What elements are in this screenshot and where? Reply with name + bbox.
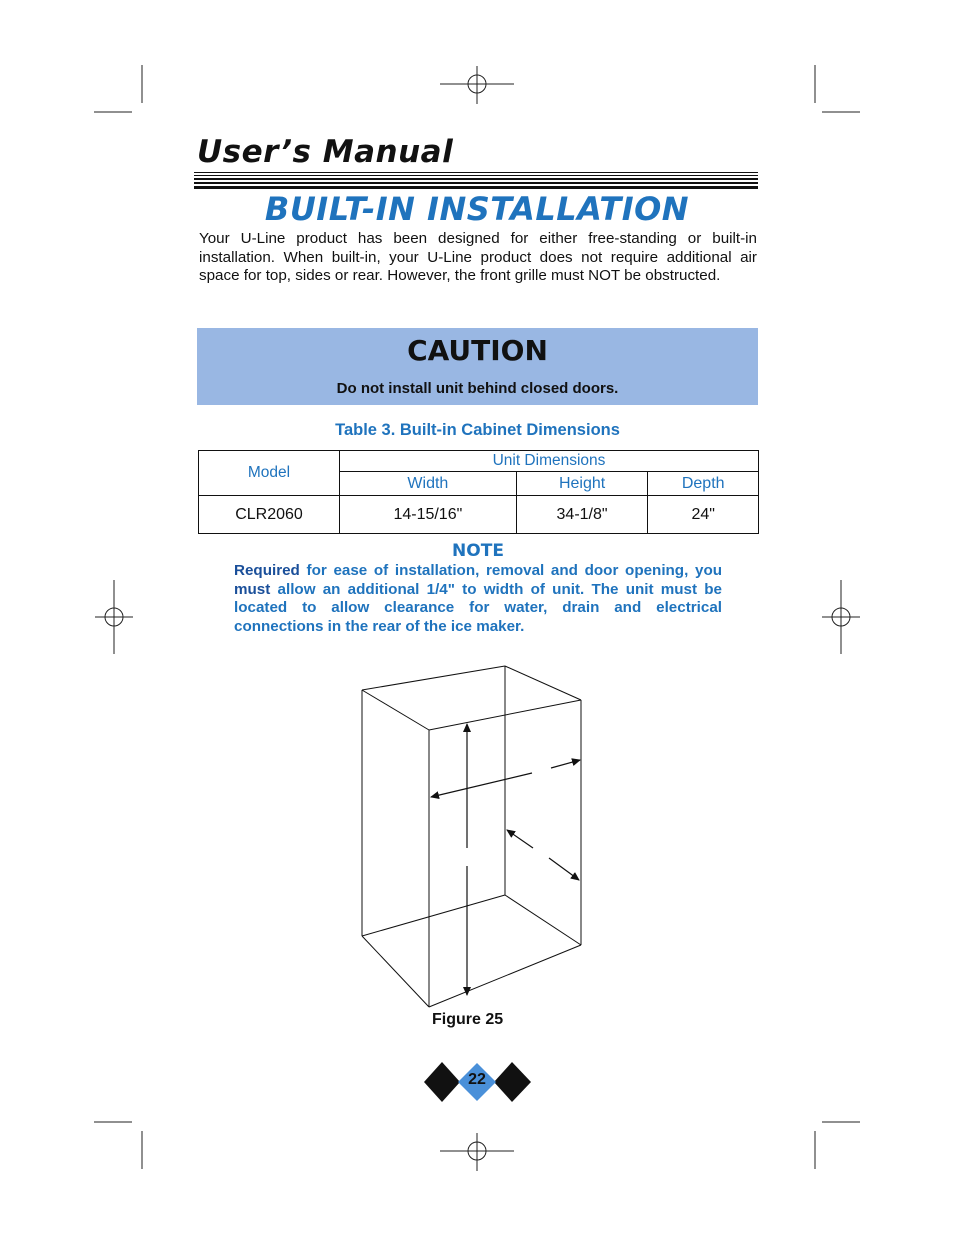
note-text xyxy=(234,562,722,636)
note-must: must xyxy=(234,580,271,598)
cell-height: 34-1/8" xyxy=(516,496,648,534)
intro-paragraph: Your U-Line product has been designed for either free-standing or built-in installation. When built-in, your U-Line product does not require additional air space for top, sides or rear. However, the front grille must NOT be obstructed. xyxy=(199,230,757,285)
caution-box xyxy=(197,328,758,405)
section-title: BUILT-IN INSTALLATION xyxy=(264,190,690,228)
table-row xyxy=(199,496,759,534)
header-depth: Depth xyxy=(648,472,759,496)
note-title: NOTE xyxy=(452,541,504,561)
note-part1: for ease of installation, removal and door opening, you xyxy=(299,562,722,579)
header-height: Height xyxy=(516,472,648,496)
note-part2: allow an additional 1/4" to width of unit. The unit must be located to allow clearance for water, drain and electrical connections in the rear of the ice maker. xyxy=(234,580,722,635)
header-width: Width xyxy=(340,472,517,496)
note-required: Required xyxy=(234,562,300,579)
caution-title: CAUTION xyxy=(407,334,548,367)
header-model: Model xyxy=(199,451,340,496)
page-number: 22 xyxy=(468,1071,486,1088)
manual-title: User’s Manual xyxy=(197,134,454,170)
caution-text: Do not install unit behind closed doors. xyxy=(336,380,619,397)
cell-model: CLR2060 xyxy=(199,496,340,534)
table-caption: Table 3. Built-in Cabinet Dimensions xyxy=(335,421,620,439)
header-unit-dimensions: Unit Dimensions xyxy=(340,451,759,472)
cell-width: 14-15/16" xyxy=(340,496,517,534)
cell-depth: 24" xyxy=(648,496,759,534)
cabinet-diagram xyxy=(355,660,595,1015)
header-rule xyxy=(194,172,758,191)
dimensions-table xyxy=(198,450,759,534)
figure-caption: Figure 25 xyxy=(432,1011,504,1028)
